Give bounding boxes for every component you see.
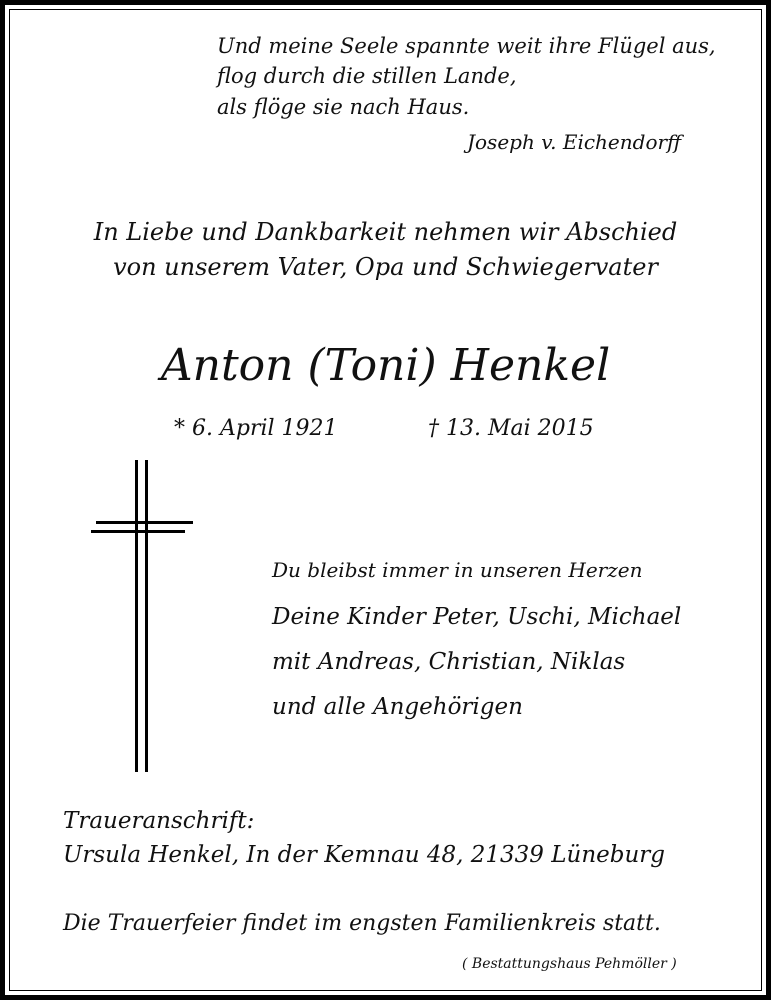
farewell-line-1: In Liebe und Dankbarkeit nehmen wir Abschied <box>93 218 678 246</box>
birth-date: * 6. April 1921 <box>174 416 338 441</box>
poem-line-1: Und meine Seele spannte weit ihre Flügel aus, <box>217 34 716 58</box>
funeral-home: ( Bestattungshaus Pehmöller ) <box>462 956 677 972</box>
deceased-name: Anton (Toni) Henkel <box>160 340 611 391</box>
mourners-line-2: mit Andreas, Christian, Niklas <box>272 649 626 675</box>
address-label: Traueranschrift: <box>63 808 255 834</box>
poem-line-3: als flöge sie nach Haus. <box>217 95 470 119</box>
farewell-line-2: von unserem Vater, Opa und Schwiegervater <box>113 253 658 281</box>
address-value: Ursula Henkel, In der Kemnau 48, 21339 Lüneburg <box>63 842 665 868</box>
motto: Du bleibst immer in unseren Herzen <box>272 558 643 582</box>
ceremony-note: Die Trauerfeier findet im engsten Familienkreis statt. <box>63 911 661 936</box>
mourners-line-3: und alle Angehörigen <box>272 694 523 720</box>
death-date: † 13. Mai 2015 <box>428 416 594 441</box>
mourners-line-1: Deine Kinder Peter, Uschi, Michael <box>272 604 682 630</box>
poem-author: Joseph v. Eichendorff <box>467 130 682 154</box>
poem-line-2: flog durch die stillen Lande, <box>217 64 517 88</box>
